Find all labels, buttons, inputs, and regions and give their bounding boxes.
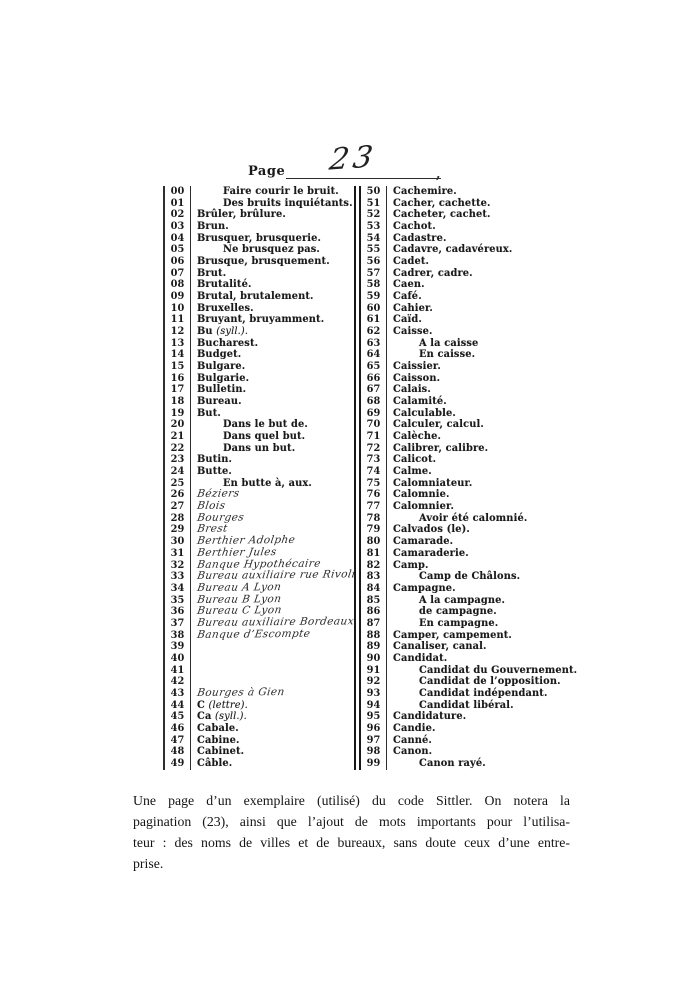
table-row (165, 723, 354, 735)
code-number: 64 (361, 349, 387, 361)
code-number: 46 (165, 723, 191, 735)
table-row (361, 303, 541, 315)
code-entry: Caisse. (393, 326, 433, 338)
code-entry: Butin. (197, 454, 233, 466)
code-entry: Brutalité. (197, 279, 252, 291)
table-row (361, 396, 541, 408)
table-row (165, 627, 354, 642)
code-number: 81 (361, 548, 387, 560)
code-number: 73 (361, 454, 387, 466)
code-number: 13 (165, 338, 191, 350)
code-entry: Bureau C Lyon (196, 604, 283, 618)
code-number: 49 (165, 758, 191, 770)
code-number: 82 (361, 560, 387, 572)
table-row (361, 221, 541, 233)
code-entry: Bruxelles. (197, 302, 254, 314)
code-entry: Dans quel but. (223, 431, 306, 443)
table-row (361, 326, 541, 338)
code-number: 52 (361, 209, 387, 221)
table-row (165, 198, 354, 210)
caption (133, 790, 570, 874)
code-number: 28 (165, 513, 191, 525)
code-entry: Ca (syll.). (197, 711, 247, 723)
code-number: 67 (361, 384, 387, 396)
code-number: 05 (165, 244, 191, 256)
code-entry: Candidat. (393, 652, 448, 664)
table-row (361, 489, 541, 501)
code-entry: Brutal, brutalement. (197, 291, 314, 303)
code-table (163, 186, 578, 770)
code-entry: Camaraderie. (393, 547, 469, 559)
code-entry: Câble. (197, 757, 233, 769)
code-number: 31 (165, 548, 191, 560)
code-number: 17 (165, 384, 191, 396)
code-number: 53 (361, 221, 387, 233)
code-column-right (354, 186, 578, 770)
table-row (361, 618, 541, 630)
table-row (165, 443, 354, 455)
code-entry: Des bruits inquiétants. (223, 197, 353, 209)
code-number: 23 (165, 454, 191, 466)
code-number: 21 (165, 431, 191, 443)
caption-line: teur : des noms de villes et de bureaux, sans doute ceux d’une entre- (133, 835, 570, 850)
table-row (361, 454, 541, 466)
code-number: 79 (361, 524, 387, 536)
code-entry: Cachot. (393, 221, 436, 233)
table-row (165, 268, 354, 280)
table-row (361, 501, 541, 513)
table-row (361, 256, 541, 268)
code-number: 77 (361, 501, 387, 513)
code-number: 16 (165, 373, 191, 385)
table-row (165, 209, 354, 221)
table-row (165, 326, 354, 338)
code-entry: Butte. (197, 466, 232, 478)
caption-line: Une page d’un exemplaire (utilisé) du code Sittler. On notera la (133, 793, 570, 808)
handwritten-page-number: 23 (327, 139, 380, 178)
table-row (361, 735, 541, 747)
code-entry: Calvados (le). (393, 524, 470, 536)
table-row (361, 700, 541, 712)
code-number: 90 (361, 653, 387, 665)
table-row (361, 641, 541, 653)
code-number: 89 (361, 641, 387, 653)
code-number: 97 (361, 735, 387, 747)
code-number: 02 (165, 209, 191, 221)
table-row (165, 396, 354, 408)
table-row (361, 746, 541, 758)
table-row (361, 711, 541, 723)
code-entry: Berthier Jules (196, 545, 278, 559)
code-entry: Ne brusquez pas. (223, 244, 320, 256)
table-row (165, 454, 354, 466)
code-number: 25 (165, 478, 191, 490)
code-entry: Brûler, brûlure. (197, 209, 286, 221)
code-number: 47 (165, 735, 191, 747)
table-row (361, 338, 541, 350)
code-number: 63 (361, 338, 387, 350)
code-entry: Brut. (197, 267, 227, 279)
code-number: 09 (165, 291, 191, 303)
code-number: 33 (165, 571, 191, 583)
code-number: 58 (361, 279, 387, 291)
table-row (361, 758, 541, 770)
code-number: 08 (165, 279, 191, 291)
code-number: 12 (165, 326, 191, 338)
code-number: 29 (165, 524, 191, 536)
code-entry: Bulgare. (197, 361, 246, 373)
code-entry: Cacher, cachette. (393, 197, 491, 209)
code-number: 71 (361, 431, 387, 443)
code-entry: Banque d’Escompte (196, 627, 312, 641)
table-row (361, 244, 541, 256)
table-row (361, 513, 541, 525)
code-entry: Bourges (196, 511, 246, 524)
caption-line: prise. (133, 856, 164, 871)
code-entry: Bucharest. (197, 337, 259, 349)
code-number: 70 (361, 419, 387, 431)
caption-line: pagination (23), ainsi que l’ajout de mots importants pour l’utilisa- (133, 814, 570, 829)
code-entry: Candidat libéral. (419, 699, 514, 711)
code-entry: Cachemire. (393, 186, 457, 197)
table-row (361, 431, 541, 443)
code-entry: Bulgarie. (197, 372, 250, 384)
code-entry: Canon rayé. (419, 757, 486, 769)
table-row (361, 536, 541, 548)
code-number: 91 (361, 665, 387, 677)
table-row (165, 431, 354, 443)
code-number: 41 (165, 665, 191, 677)
table-row (165, 361, 354, 373)
code-entry: Bureau B Lyon (196, 592, 283, 606)
code-entry: Cadastre. (393, 232, 447, 244)
code-number: 65 (361, 361, 387, 373)
code-entry: But. (197, 407, 221, 419)
code-number: 57 (361, 268, 387, 280)
code-entry: de campagne. (419, 606, 497, 618)
code-number: 84 (361, 583, 387, 595)
code-number: 92 (361, 676, 387, 688)
table-row (165, 746, 354, 758)
code-number: 32 (165, 560, 191, 572)
code-number: 07 (165, 268, 191, 280)
code-entry: Calculable. (393, 407, 456, 419)
table-row (361, 560, 541, 572)
code-entry: Cahier. (393, 302, 433, 314)
code-number: 85 (361, 595, 387, 607)
code-entry: Cabinet. (197, 746, 245, 758)
table-row (165, 186, 354, 198)
table-row (165, 408, 354, 420)
table-row (165, 641, 354, 653)
code-number: 54 (361, 233, 387, 245)
page-label: Page (248, 164, 286, 179)
code-number: 03 (165, 221, 191, 233)
code-entry: Cadavre, cadavéreux. (393, 244, 513, 256)
code-entry: Budget. (197, 349, 242, 361)
table-row (165, 758, 354, 770)
table-row (165, 384, 354, 396)
code-number: 11 (165, 314, 191, 326)
code-entry: Brusquer, brusquerie. (197, 232, 322, 244)
table-row (165, 665, 354, 677)
code-column-left (163, 186, 357, 770)
code-number: 48 (165, 746, 191, 758)
code-number: 30 (165, 536, 191, 548)
table-row (361, 349, 541, 361)
table-row (361, 595, 541, 607)
code-number: 76 (361, 489, 387, 501)
code-entry: Cabale. (197, 722, 239, 734)
code-number: 14 (165, 349, 191, 361)
code-number: 20 (165, 419, 191, 431)
code-number: 50 (361, 186, 387, 198)
table-row (165, 244, 354, 256)
table-row (361, 524, 541, 536)
code-entry: Calomniateur. (393, 477, 473, 489)
code-number: 69 (361, 408, 387, 420)
table-row (165, 233, 354, 245)
code-number: 99 (361, 758, 387, 770)
code-entry: Calèche. (393, 431, 442, 443)
table-row (361, 233, 541, 245)
code-entry: Candidat du Gouvernement. (419, 664, 578, 676)
table-row (361, 583, 541, 595)
table-row (361, 723, 541, 735)
code-number: 59 (361, 291, 387, 303)
code-entry: Brun. (197, 221, 229, 233)
code-entry: Bu (syll.). (197, 326, 249, 338)
table-row (361, 198, 541, 210)
table-row (361, 676, 561, 688)
code-number: 42 (165, 676, 191, 688)
code-number: 61 (361, 314, 387, 326)
code-entry: Bourges à Gien (196, 685, 286, 699)
code-number: 35 (165, 595, 191, 607)
table-row (165, 338, 354, 350)
code-number: 88 (361, 630, 387, 642)
code-number: 80 (361, 536, 387, 548)
table-row (361, 478, 541, 490)
table-row (165, 373, 354, 385)
code-entry: Calicot. (393, 454, 437, 466)
code-number: 44 (165, 700, 191, 712)
code-number: 27 (165, 501, 191, 513)
table-row (361, 443, 541, 455)
code-entry: Calme. (393, 466, 432, 478)
ink-flourish: , (436, 167, 441, 182)
table-row (361, 291, 541, 303)
table-row (165, 349, 354, 361)
code-number: 75 (361, 478, 387, 490)
code-number: 18 (165, 396, 191, 408)
code-entry: Calibrer, calibre. (393, 442, 489, 454)
code-number: 38 (165, 630, 191, 642)
code-entry: Bulletin. (197, 384, 247, 396)
table-row (361, 630, 541, 642)
table-row (361, 209, 541, 221)
table-row (165, 466, 354, 478)
code-number: 39 (165, 641, 191, 653)
code-number: 15 (165, 361, 191, 373)
table-row (361, 314, 541, 326)
code-entry: Cabine. (197, 734, 240, 746)
code-number: 83 (361, 571, 387, 583)
table-row (165, 314, 354, 326)
table-row (165, 419, 354, 431)
table-row (165, 653, 354, 665)
page-header (248, 139, 458, 186)
code-number: 78 (361, 513, 387, 525)
code-number: 06 (165, 256, 191, 268)
code-entry: Caisson. (393, 372, 441, 384)
code-number: 34 (165, 583, 191, 595)
table-row (361, 664, 578, 677)
code-number: 22 (165, 443, 191, 455)
table-row (361, 361, 541, 373)
code-number: 96 (361, 723, 387, 735)
code-number: 94 (361, 700, 387, 712)
code-entry: Camp. (393, 559, 429, 571)
code-entry: En campagne. (419, 617, 499, 629)
table-row (361, 384, 541, 396)
code-entry: Canaliser, canal. (393, 641, 487, 653)
table-row (361, 653, 541, 665)
code-number: 55 (361, 244, 387, 256)
code-number: 74 (361, 466, 387, 478)
table-row (165, 291, 354, 303)
code-entry: C (lettre). (197, 699, 248, 711)
code-entry: Camper, campement. (393, 629, 512, 641)
table-row (361, 687, 548, 700)
code-number: 43 (165, 688, 191, 700)
table-row (361, 571, 541, 583)
code-number: 01 (165, 198, 191, 210)
code-entry: Calculer, calcul. (393, 419, 484, 431)
code-entry: Candie. (393, 722, 436, 734)
code-number: 19 (165, 408, 191, 420)
code-entry: Avoir été calomnié. (419, 512, 528, 524)
code-number: 00 (165, 186, 191, 198)
code-number: 66 (361, 373, 387, 385)
code-entry: Canné. (393, 734, 432, 746)
code-entry: A la caisse (419, 337, 479, 349)
code-number: 98 (361, 746, 387, 758)
table-row (361, 466, 541, 478)
code-number: 24 (165, 466, 191, 478)
code-entry: Brusque, brusquement. (197, 256, 330, 268)
code-entry: Brest (196, 523, 229, 536)
code-entry: Calais. (393, 384, 431, 396)
table-row (165, 256, 354, 268)
code-entry: Camp de Châlons. (419, 571, 521, 583)
code-entry: Café. (393, 291, 422, 303)
code-number: 10 (165, 303, 191, 315)
table-row (165, 700, 354, 712)
code-number: 95 (361, 711, 387, 723)
code-number: 37 (165, 618, 191, 630)
code-entry: Cadrer, cadre. (393, 267, 473, 279)
code-number: 62 (361, 326, 387, 338)
table-row (165, 711, 354, 723)
table-row (361, 186, 541, 198)
code-number: 93 (361, 688, 387, 700)
code-number: 86 (361, 606, 387, 618)
code-entry: Calomnier. (393, 501, 455, 513)
code-entry: Bureau. (197, 396, 242, 408)
code-entry: Bureau A Lyon (196, 580, 283, 594)
code-entry: Candidat indépendant. (419, 687, 548, 699)
code-entry: En butte à, aux. (223, 477, 312, 489)
table-row (361, 419, 541, 431)
table-row (361, 279, 541, 291)
code-entry: Blois (196, 499, 227, 513)
table-row (165, 303, 354, 315)
code-number: 68 (361, 396, 387, 408)
page-number-line (286, 178, 441, 179)
code-entry: Calamité. (393, 396, 447, 408)
code-number: 72 (361, 443, 387, 455)
code-number: 36 (165, 606, 191, 618)
table-row (361, 606, 541, 618)
code-entry: A la campagne. (419, 594, 506, 606)
code-number: 51 (361, 198, 387, 210)
table-row (165, 221, 354, 233)
code-entry: Dans le but de. (223, 419, 308, 431)
code-entry: Béziers (196, 487, 241, 501)
code-number: 87 (361, 618, 387, 630)
code-entry: Berthier Adolphe (196, 534, 297, 548)
code-number: 45 (165, 711, 191, 723)
code-entry: Bureau auxiliaire Bordeaux (196, 615, 355, 629)
code-entry: Caissier. (393, 361, 441, 373)
code-entry: Dans un but. (223, 442, 296, 454)
code-number: 26 (165, 489, 191, 501)
code-entry: Bruyant, bruyamment. (197, 314, 325, 326)
code-number: 56 (361, 256, 387, 268)
code-entry: Bureau auxiliaire rue Rivoli (196, 568, 357, 583)
table-row (165, 685, 354, 700)
code-entry: Cadet. (393, 256, 430, 268)
code-entry: Candidature. (393, 711, 467, 723)
code-entry: Candidat de l’opposition. (419, 676, 561, 688)
code-entry: Caïd. (393, 314, 422, 326)
table-row (361, 408, 541, 420)
code-number: 04 (165, 233, 191, 245)
code-entry: Faire courir le bruit. (223, 186, 339, 197)
table-row (361, 373, 541, 385)
code-entry: Camarade. (393, 536, 454, 548)
table-row (165, 279, 354, 291)
code-entry: Caen. (393, 279, 425, 291)
code-entry: Campagne. (393, 582, 456, 594)
code-number: 60 (361, 303, 387, 315)
table-row (361, 548, 541, 560)
table-row (361, 268, 541, 280)
code-entry: Canon. (393, 746, 433, 758)
code-entry: Cacheter, cachet. (393, 209, 491, 221)
table-row (165, 735, 354, 747)
code-number: 40 (165, 653, 191, 665)
code-entry: Calomnie. (393, 489, 450, 501)
code-entry: En caisse. (419, 349, 476, 361)
code-entry: Banque Hypothécaire (196, 557, 322, 571)
